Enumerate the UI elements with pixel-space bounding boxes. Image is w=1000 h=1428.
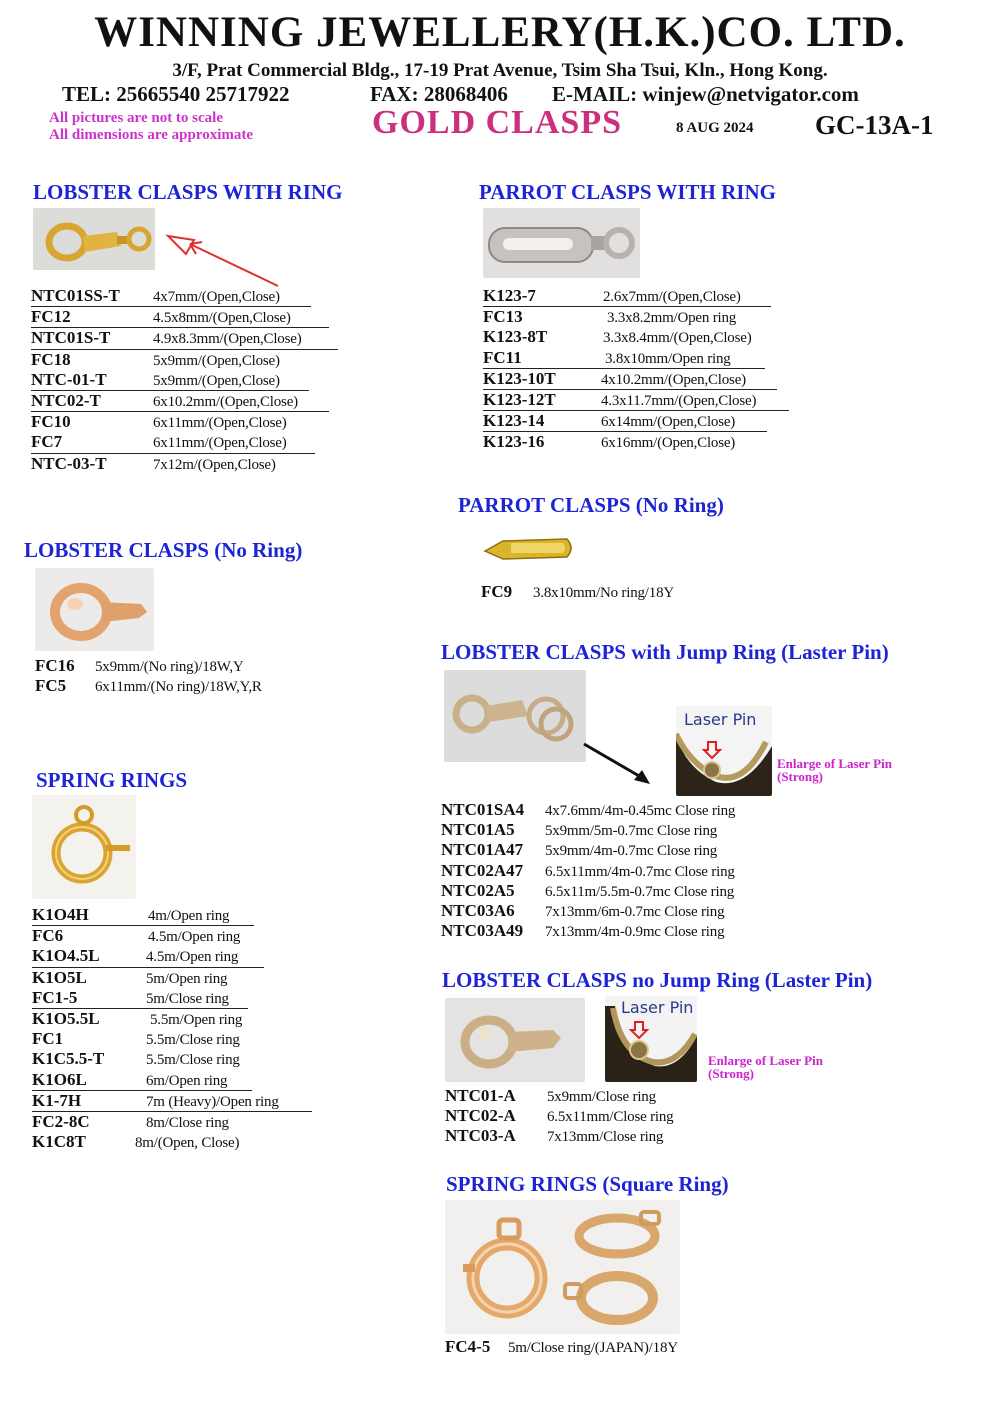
laser-pin-label: Laser Pin — [684, 710, 757, 729]
pointer-arrow-icon — [160, 228, 300, 292]
table-row: K123-10T 4x10.2mm/(Open,Close) — [483, 369, 777, 390]
table-row: NTC03A49 7x13mm/4m-0.9mc Close ring — [441, 921, 725, 941]
tel-numbers: TEL: 25665540 25717922 — [62, 82, 290, 106]
table-row: K123-16 6x16mm/(Open,Close) — [483, 432, 736, 452]
table-row: K123-7 2.6x7mm/(Open,Close) — [483, 286, 771, 307]
table-row: FC12 4.5x8mm/(Open,Close) — [31, 307, 329, 328]
lobster-with-ring-table — [31, 286, 341, 474]
table-row: FC4-5 5m/Close ring/(JAPAN)/18Y — [445, 1337, 678, 1356]
section-title-parrot-with-ring: PARROT CLASPS WITH RING — [479, 180, 776, 204]
laser-pin-label-2: Laser Pin — [621, 998, 694, 1017]
table-row: FC10 6x11mm/(Open,Close) — [31, 412, 287, 432]
table-row: NTC03-A 7x13mm/Close ring — [445, 1126, 664, 1146]
document-code: GC-13A-1 — [815, 110, 934, 140]
table-row: FC1 5.5m/Close ring — [32, 1029, 240, 1049]
fax-number: FAX: 28068406 — [370, 82, 508, 106]
parrot-no-ring-table — [481, 582, 781, 602]
table-row: K123-14 6x14mm/(Open,Close) — [483, 411, 767, 432]
laser-pin-caption-2: Enlarge of Laser Pin (Strong) — [708, 1053, 823, 1081]
laser-pin-closeup-photo-2 — [605, 996, 697, 1082]
table-row: FC9 3.8x10mm/No ring/18Y — [481, 582, 674, 601]
table-row: FC11 3.8x10mm/Open ring — [483, 348, 765, 369]
pointer-arrow-icon — [580, 740, 660, 790]
note-scale: All pictures are not to scale — [49, 110, 224, 126]
table-row: NTC01SA4 4x7.6mm/4m-0.45mc Close ring — [441, 800, 736, 819]
table-row: FC16 5x9mm/(No ring)/18W,Y — [35, 656, 244, 675]
table-row: K1C5.5-T 5.5m/Close ring — [32, 1049, 240, 1069]
table-row: FC5 6x11mm/(No ring)/18W,Y,R — [35, 676, 262, 696]
laser-pin-caption: Enlarge of Laser Pin (Strong) — [777, 756, 892, 784]
table-row: NTC02-A 6.5x11mm/Close ring — [445, 1106, 674, 1126]
table-row: FC18 5x9mm/(Open,Close) — [31, 349, 280, 369]
parrot-with-ring-table — [483, 286, 803, 453]
section-title-lobster-no-ring: LOBSTER CLASPS (No Ring) — [24, 538, 303, 562]
section-title-lobster-jump-ring: LOBSTER CLASPS with Jump Ring (Laster Pin) — [441, 640, 889, 664]
lobster-no-jump-ring-table — [445, 1086, 745, 1147]
section-title-lobster-no-jump-ring: LOBSTER CLASPS no Jump Ring (Laster Pin) — [442, 968, 873, 992]
spring-rings-square-photo — [445, 1200, 680, 1334]
table-row: K1C8T 8m/(Open, Close) — [32, 1132, 240, 1152]
parrot-with-ring-photo — [483, 208, 640, 278]
table-row: NTC01A47 5x9mm/4m-0.7mc Close ring — [441, 840, 718, 860]
laser-pin-closeup-photo — [676, 706, 772, 796]
table-row: NTC02A5 6.5x11m/5.5m-0.7mc Close ring — [441, 880, 735, 900]
document-date: 8 AUG 2024 — [676, 120, 754, 136]
spring-ring-photo — [32, 795, 136, 899]
table-row: NTC-01-T 5x9mm/(Open,Close) — [31, 370, 309, 391]
table-row: NTC02-T 6x10.2mm/(Open,Close) — [31, 391, 329, 412]
lobster-no-ring-table — [35, 656, 355, 696]
table-row: K123-12T 4.3x11.7mm/(Open,Close) — [483, 390, 789, 411]
table-row: FC13 3.3x8.2mm/Open ring — [483, 307, 737, 327]
section-title-parrot-no-ring: PARROT CLASPS (No Ring) — [458, 493, 724, 517]
table-row: K1O6L 6m/Open ring — [32, 1070, 252, 1091]
document-title: GOLD CLASPS — [372, 104, 622, 141]
lobster-jump-ring-photo — [444, 670, 586, 762]
table-row: NTC01-A 5x9mm/Close ring — [445, 1086, 656, 1105]
table-row: FC1-5 5m/Close ring — [32, 988, 248, 1009]
spring-rings-table — [32, 905, 332, 1152]
section-title-spring-rings-square: SPRING RINGS (Square Ring) — [446, 1172, 729, 1196]
table-row: NTC01S-T 4.9x8.3mm/(Open,Close) — [31, 328, 338, 349]
table-row: K1-7H 7m (Heavy)/Open ring — [32, 1091, 312, 1112]
table-row: NTC01A5 5x9mm/5m-0.7mc Close ring — [441, 820, 718, 840]
note-dimensions: All dimensions are approximate — [49, 127, 254, 143]
parrot-no-ring-photo — [481, 523, 577, 573]
table-row: FC7 6x11mm/(Open,Close) — [31, 432, 315, 453]
table-row: K1O4.5L 4.5m/Open ring — [32, 946, 264, 967]
table-row: K1O4H 4m/Open ring — [32, 905, 254, 926]
table-row: K1O5.5L 5.5m/Open ring — [32, 1008, 243, 1028]
table-row: NTC01SS-T 4x7mm/(Open,Close) — [31, 286, 311, 307]
email-address: E-MAIL: winjew@netvigator.com — [552, 82, 859, 106]
lobster-no-ring-photo — [35, 568, 154, 651]
section-title-spring-rings: SPRING RINGS — [36, 768, 188, 792]
table-row: NTC02A47 6.5x11mm/4m-0.7mc Close ring — [441, 860, 735, 880]
table-row: NTC03A6 7x13mm/6m-0.7mc Close ring — [441, 900, 725, 920]
company-address: 3/F, Prat Commercial Bldg., 17-19 Prat Avenue, Tsim Sha Tsui, Kln., Hong Kong. — [172, 60, 828, 81]
table-row: K1O5L 5m/Open ring — [32, 967, 228, 987]
table-row: K123-8T 3.3x8.4mm/(Open,Close) — [483, 327, 752, 347]
lobster-with-ring-photo — [33, 208, 155, 270]
company-name: WINNING JEWELLERY(H.K.)CO. LTD. — [94, 9, 906, 56]
table-row: FC2-8C 8m/Close ring — [32, 1111, 229, 1131]
table-row: FC6 4.5m/Open ring — [32, 926, 241, 946]
lobster-no-jump-ring-photo — [445, 998, 585, 1082]
table-row: NTC-03-T 7x12m/(Open,Close) — [31, 453, 276, 473]
spring-rings-square-table — [445, 1337, 765, 1357]
lobster-jump-ring-table — [441, 800, 801, 941]
section-title-lobster-with-ring: LOBSTER CLASPS WITH RING — [33, 180, 343, 204]
